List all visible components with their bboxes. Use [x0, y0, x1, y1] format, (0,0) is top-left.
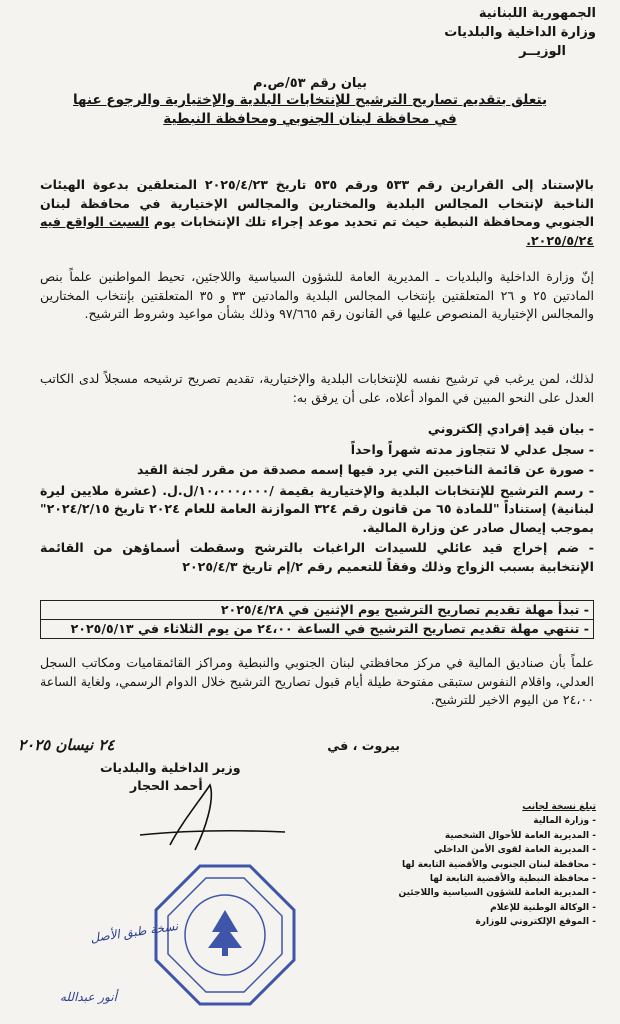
ministry-name: وزارة الداخلية والبلديات: [444, 25, 596, 40]
signature-place: بيروت ، في: [327, 738, 400, 753]
election-day-emphasis: السبت الواقع فيه: [40, 214, 150, 229]
signature-date: ٢٤ نيسان ٢٠٢٥: [18, 736, 115, 754]
certified-copy-note: نسخة طبق الأصل: [89, 918, 180, 946]
republic-name: الجمهورية اللبنانية: [478, 6, 596, 21]
distribution-item: - الوكالة الوطنية للإعلام: [490, 902, 596, 913]
requirement-item: - سجل عدلي لا تتجاوز مدته شهراً واحداً: [350, 441, 594, 457]
distribution-item: - الموقع الإلكتروني للوزارة: [475, 917, 596, 928]
requirement-item: - رسم الترشيح للإنتخابات البلدية والإختيارية بقيمة /١٠،٠٠٠،٠٠٠/ل.ل. (عشرة ملايين ليرة لبنانية) إستناداً "للمادة ٦٥ من قانون رقم ٣٢٤ الموازنة العامة للعام ٢٠٢٤ تاريخ ٢٠٢٤/٢/١٥" بموجب إيصال صادر عن وزارة المالية.: [40, 482, 595, 535]
title-line-1: يتعلق بتقديم تصاريح الترشيح للإنتخابات البلدية والإختيارية والرجوع عنها: [72, 92, 548, 108]
title-block: [60, 76, 560, 129]
requirement-item: - ضم إخراج قيد عائلي للسيدات الراغبات بالترشح وسقطت أسماؤهن من القائمة الإنتخابية بسبب الزواج وذلك وفقاً للتعميم رقم ٢/إم تاريخ ٢٠٢٥/٤/٣: [40, 540, 594, 574]
distribution-item: - المديرية العامة للأحوال الشخصية: [444, 830, 596, 841]
distribution-list: [396, 800, 596, 930]
minister-label: الوزيــر: [519, 44, 566, 59]
distribution-item: - محافظة لبنان الجنوبي والأقضية التابعة لها: [401, 859, 596, 870]
paragraph-2: إنّ وزارة الداخلية والبلديات ـ المديرية العامة للشؤون السياسية واللاجئين، تحيط المواطنين علماً بنص المادتين ٢٥ و ٢٦ المتعلقتين بإنتخاب المجالس البلدية والمادتين ٣٣ و ٣٥ المتعلقتين بإنتخاب المختارين والمجالس الإختيارية المنصوص عليها في القانون رقم ٩٧/٦٦٥ وذلك بشأن مواعيد وشروط الترشيح.: [40, 269, 594, 321]
minister-signature: [110, 770, 290, 860]
requirement-item: - بيان قيد إفرادي إلكتروني: [427, 421, 594, 436]
paragraph-4: علماً بأن صناديق المالية في مركز محافظتي لبنان الجنوبي والنبطية ومراكز القائمقاميات ومكاتب السجل العدلي، واقلام النفوس ستبقى مفتوحة طيلة أيام قبول تصاريح الترشيح خلال الدوام الرسمي، ولغاية الساعة ٢٤،٠٠ من اليوم الاخير للترشيح.: [40, 655, 594, 707]
deadline-end: - تنتهي مهلة تقديم تصاريح الترشيح في الساعة ٢٤،٠٠ من يوم الثلاثاء في ٢٠٢٥/٥/١٣: [41, 619, 593, 638]
election-date: ٢٠٢٥/٥/٢٤.: [526, 232, 594, 248]
distribution-item: - محافظة النبطية والأقضية التابعة لها: [429, 874, 596, 885]
distribution-item: - وزارة المالية: [533, 816, 596, 827]
letterhead: [444, 4, 596, 61]
distribution-item: - المديرية العامة لقوى الأمن الداخلي: [433, 845, 596, 856]
signer-title: وزير الداخلية والبلديات: [100, 760, 241, 775]
statement-number: بيان رقم ٥٣/ص.م: [253, 76, 367, 91]
clerk-name: أنور عبدالله: [60, 990, 117, 1004]
deadline-start: - تبدأ مهلة تقديم تصاريح الترشيح يوم الإثنين في ٢٠٢٥/٤/٢٨: [220, 602, 589, 617]
requirements-list: [40, 420, 594, 578]
distribution-item: - المديرية العامة للشؤون السياسية واللاجئين: [398, 888, 596, 899]
requirement-item: - صورة عن قائمة الناخبين التي يرد فيها إسمه مصدقة من مقرر لجنة القيد: [136, 462, 594, 477]
title-line-2: في محافظة لبنان الجنوبي ومحافظة النبطية: [163, 111, 457, 127]
paragraph-3: لذلك، لمن يرغب في ترشيح نفسه للإنتخابات البلدية والإختيارية، تقديم تصريح ترشيحه مسجلاً لدى الكاتب العدل على النحو المبين في المواد أعلاه، على أن يرفق به:: [40, 371, 594, 405]
paragraph-1: [40, 176, 594, 250]
official-seal: [150, 860, 300, 1010]
signer-name: أحمد الحجار: [130, 778, 203, 793]
paragraph-1-text: بالإستناد إلى القرارين رقم ٥٣٣ ورقم ٥٣٥ تاريخ ٢٠٢٥/٤/٢٣ المتعلقين بدعوة الهيئات الناخبة لإنتخاب المجالس البلدية والمختارين والمجالس الإختيارية في محافظة لبنان الجنوبي ومحافظة النبطية حيث تم تحديد موعد إجراء تلك الإنتخابات يوم: [40, 177, 595, 229]
deadlines-box: [40, 600, 594, 639]
distribution-heading: تبلغ نسخة لجانب: [522, 802, 596, 812]
